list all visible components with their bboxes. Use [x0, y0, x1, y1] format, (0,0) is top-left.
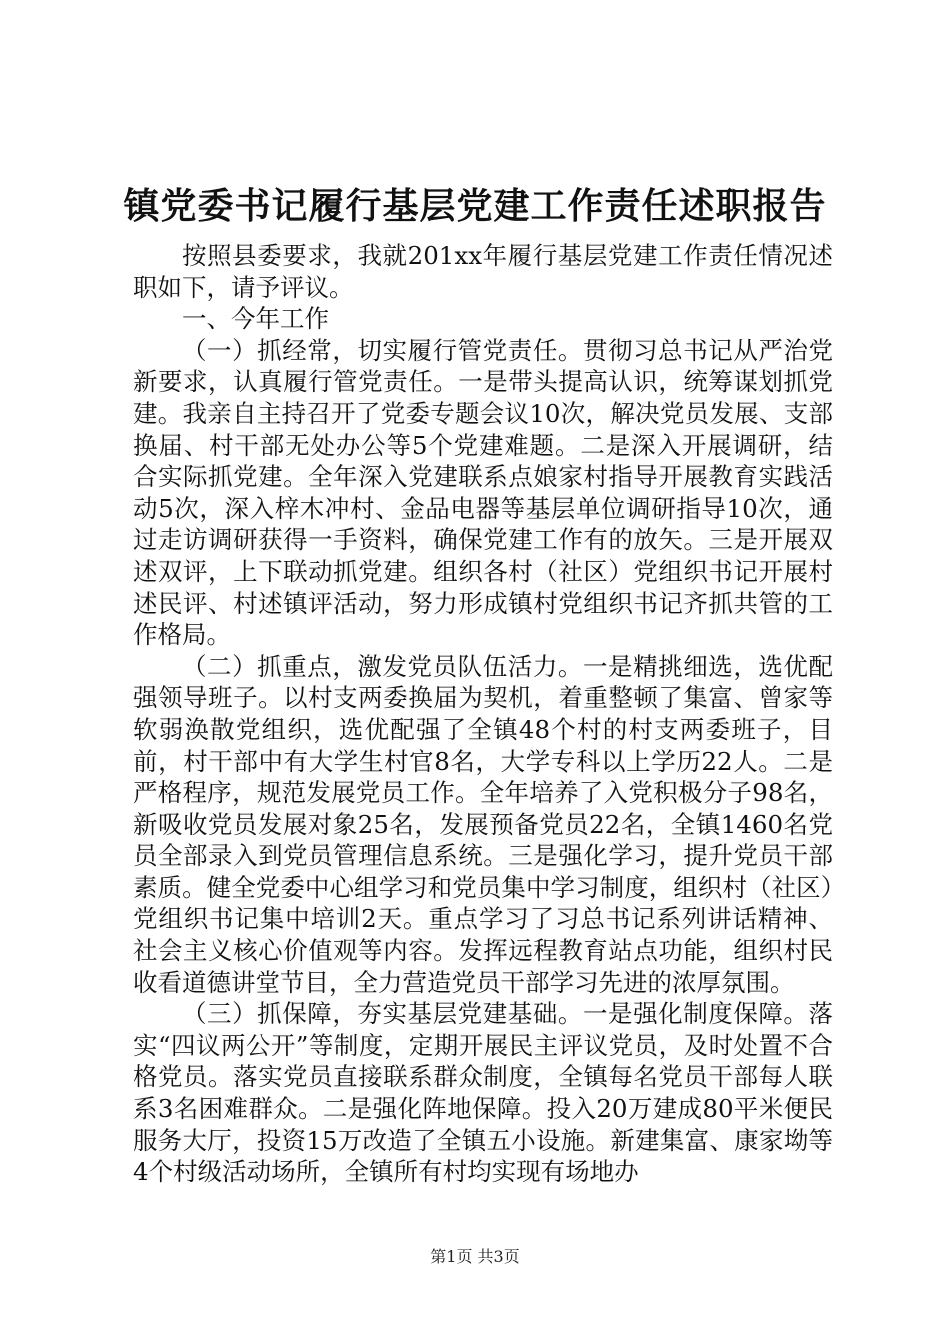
document-body — [133, 240, 833, 1188]
paragraph-section-3: （三）抓保障，夯实基层党建基础。一是强化制度保障。落实“四议两公开”等制度，定期开展民主评议党员，及时处置不合格党员。落实党员直接联系群众制度，全镇每名党员干部每人联系3名困难群众。二是强化阵地保障。投入20万建成80平米便民服务大厅，投资15万改造了全镇五小设施。新建集富、康家坳等4个村级活动场所，全镇所有村均实现有场地办 — [133, 999, 833, 1187]
section-heading: 一、今年工作 — [182, 304, 329, 334]
paragraph-section-1: （一）抓经常，切实履行管党责任。贯彻习总书记从严治党新要求，认真履行管党责任。一是带头提高认识，统筹谋划抓党建。我亲自主持召开了党委专题会议10次，解决党员发展、支部换届、村干部无处办公等5个党建难题。二是深入开展调研，结合实际抓党建。全年深入党建联系点娘家村指导开展教育实践活动5次，深入梓木冲村、金品电器等基层单位调研指导10次，通过走访调研获得一手资料，确保党建工作有的放矢。三是开展双述双评，上下联动抓党建。组织各村（社区）党组织书记开展村述民评、村述镇评活动，努力形成镇村党组织书记齐抓共管的工作格局。 — [133, 335, 833, 650]
page-number-footer: 第1页 共3页 — [430, 1247, 520, 1266]
paragraph-section-2: （二）抓重点，激发党员队伍活力。一是精挑细选，选优配强领导班子。以村支两委换届为契机，着重整顿了集富、曾家等软弱涣散党组织，选优配强了全镇48个村的村支两委班子，目前，村干部中有大学生村官8名，大学专科以上学历22人。二是严格程序，规范发展党员工作。全年培养了入党积极分子98名，新吸收党员发展对象25名，发展预备党员22名，全镇1460名党员全部录入到党员管理信息系统。三是强化学习，提升党员干部素质。健全党委中心组学习和党员集中学习制度，组织村（社区）党组织书记集中培训2天。重点学习了习总书记系列讲话精神、社会主义核心价值观等内容。发挥远程教育站点功能，组织村民收看道德讲堂节目，全力营造党员干部学习先进的浓厚氛围。 — [133, 651, 833, 997]
paragraph-intro: 按照县委要求，我就201xx年履行基层党建工作责任情况述职如下，请予评议。 — [133, 241, 833, 302]
document-title: 镇党委书记履行基层党建工作责任述职报告 — [123, 185, 827, 227]
